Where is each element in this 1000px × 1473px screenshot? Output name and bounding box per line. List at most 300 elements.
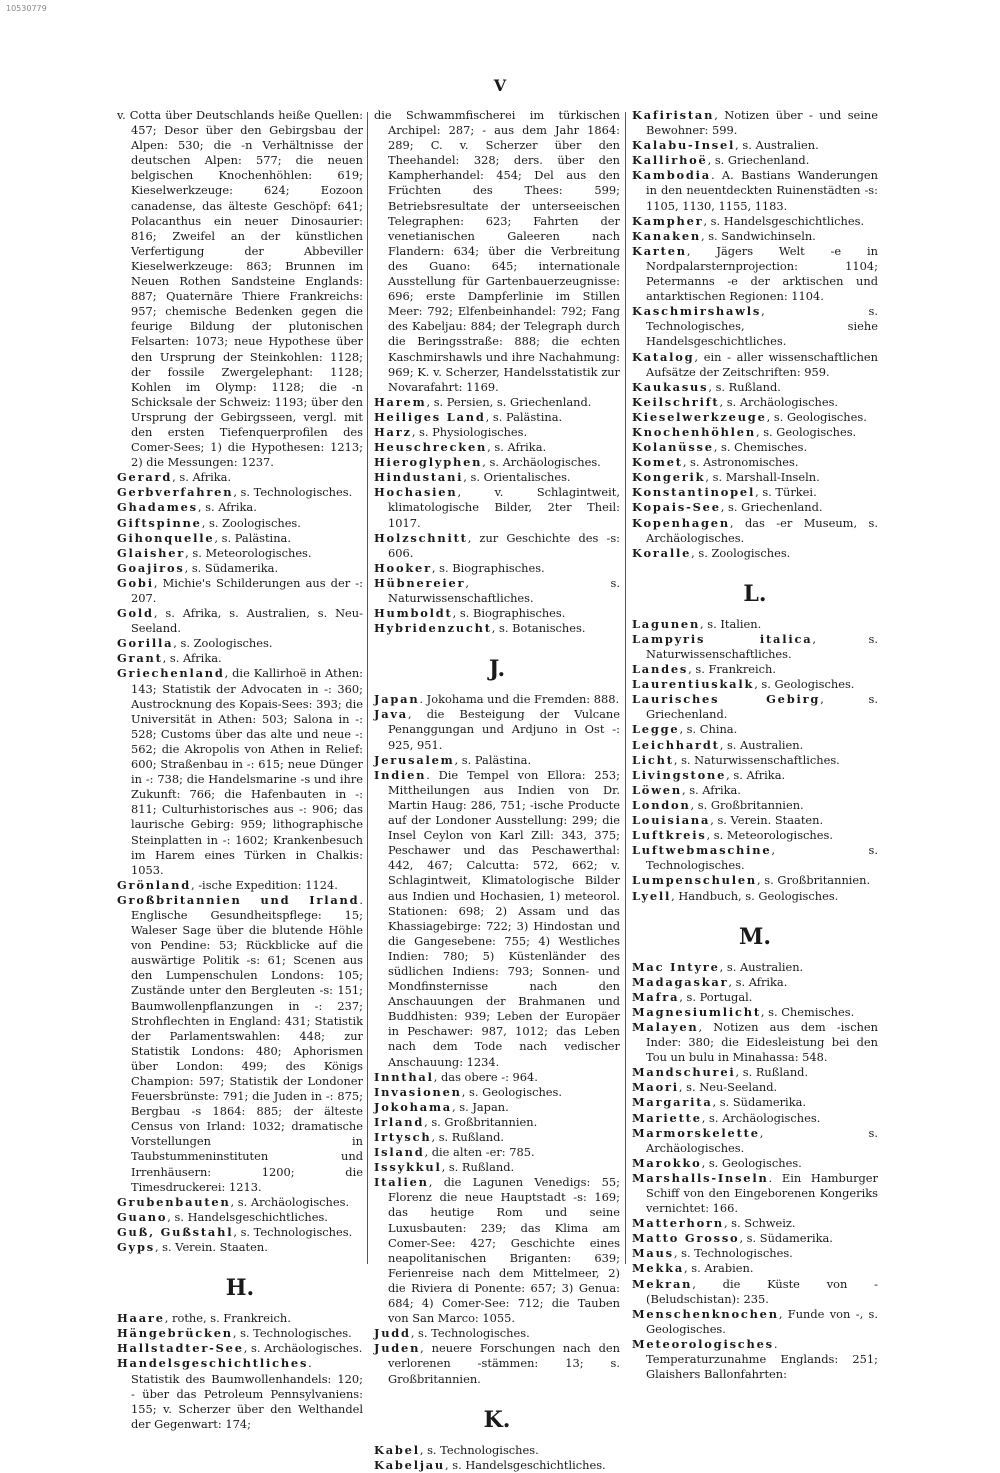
entry-keyword: Grant xyxy=(117,651,163,666)
index-column-3 xyxy=(632,108,878,1382)
entry-text: , s. Griechenland. xyxy=(707,153,810,168)
entry-keyword: Java xyxy=(374,707,408,722)
entry-text: . Temperaturzunahme Englands: 251; Glaishers Ballonfahrten: xyxy=(646,1336,878,1382)
entry-keyword: Landes xyxy=(632,662,689,677)
entry-text: , s. Geologisches. xyxy=(754,677,855,692)
index-entry xyxy=(117,666,363,877)
index-entry xyxy=(632,722,878,737)
entry-text: v. Cotta über Deutschlands heiße Quellen: 457; Desor über den Gebirgsbau der Alpen: 530; die -n Verhältnisse der deutschen Alpen: 577; die neuen belgischen Knochenhöhlen: 619; Kieselwerkzeuge: 624; Eozoon canadense, das älteste Geschöpf: 641; Polacanthus ein neuer Dinosaurier: 816; Zweifel an der künstlichen Verfertigung der Abbeviller Kieselwerkzeuge: 863; Brunnen im Neuen Rothen Sandsteine Englands: 887; Quaternäre Thiere Frankreichs: 957; chemische Bedenken gegen die feurige Bildung der plutonischen Felsarten: 1073; neue Hypothese über den Ursprung der Steinkohlen: 1128; der fossile Zwergelephant: 1128; Kohlen im Olymp: 1128; die -n Schicksale der Schweiz: 1193; über den Ursprung der Gebirgsseen, vergl. mit den ersten Tiefenquerprofilen des Comer-Sees; 1) die Hypothesen: 1213; 2) die Messungen: 1237. xyxy=(117,108,363,470)
entry-text: , s. Afrika. xyxy=(172,470,232,485)
entry-text: , ein - aller wissenschaftlichen Aufsätze der Zeitschriften: 959. xyxy=(646,349,878,379)
index-entry xyxy=(632,153,878,168)
entry-text: , s. Biographisches. xyxy=(452,606,566,621)
entry-text: , s. Rußland. xyxy=(441,1160,515,1175)
entry-text: , s. China. xyxy=(679,722,738,737)
entry-keyword: Kopenhagen xyxy=(632,515,730,530)
entry-text: , s. Zoologisches. xyxy=(201,515,301,530)
index-entry xyxy=(374,1160,620,1175)
entry-text: , s. Großbritannien. xyxy=(690,797,804,812)
entry-text: , s. Botanisches. xyxy=(491,621,586,636)
column-divider xyxy=(625,112,626,1264)
index-entry xyxy=(632,350,878,380)
entry-text: , s. Marshall-Inseln. xyxy=(705,470,820,485)
entry-keyword: Löwen xyxy=(632,782,682,797)
index-entry xyxy=(632,304,878,349)
entry-text: , s. Archäologisches. xyxy=(701,1110,821,1125)
entry-text: , s. Geologisches. xyxy=(766,409,867,424)
entry-text: , Michie's Schilderungen aus der -: 207. xyxy=(131,575,363,605)
index-entry xyxy=(374,1100,620,1115)
entry-keyword: Kambodia xyxy=(632,168,711,183)
index-entry xyxy=(632,1216,878,1231)
entry-keyword: Kampher xyxy=(632,213,704,228)
index-entry xyxy=(632,768,878,783)
index-entry xyxy=(632,843,878,873)
index-entry xyxy=(632,1246,878,1261)
index-entry xyxy=(374,606,620,621)
entry-text: , s. Neu-Seeland. xyxy=(678,1080,778,1095)
entry-text: , s. Archäologisches. xyxy=(243,1341,363,1356)
index-entry xyxy=(632,1005,878,1020)
entry-text: , s. Persien, s. Griechenland. xyxy=(426,394,592,409)
entry-keyword: Guano xyxy=(117,1209,168,1224)
entry-text: . Die Tempel von Ellora: 253; Mittheilungen aus Indien von Dr. Martin Haug: 286, 751; -ische Producte auf der Londoner Ausstellung: 299; die Insel Ceylon von Karl Zill: 343, 375; Peschawer und das Peschawerthal: 442, 467; Calcutta: 572, 662; v. Schlagintweit, Klimatologische Bilder aus Indien und Hochasien, 1) meteorol. Stationen: 698; 2) Assam und das Khassiagebirge: 722; 3) Hindostan und die Gangesebene: 755; 4) Westliches Indien: 780; 5) Küstenländer des südlichen Indiens: 793; Sonnen- und Mondfinsternisse nach den Anschauungen der Brahmanen und Buddhisten: 939; Leben der Europäer in Peschawer: 987, 1012; das Leben nach dem Tode nach vedischer Anschauung: 1234. xyxy=(388,767,620,1069)
entry-keyword: Keilschrift xyxy=(632,394,720,409)
index-entry xyxy=(632,516,878,546)
index-entry xyxy=(374,768,620,1070)
entry-keyword: Lagunen xyxy=(632,616,701,631)
entry-keyword: Hieroglyphen xyxy=(374,455,483,470)
entry-text: , rothe, s. Frankreich. xyxy=(164,1311,291,1326)
entry-keyword: Kabeljau xyxy=(374,1457,446,1472)
entry-text: , Handbuch, s. Geologisches. xyxy=(671,888,839,903)
index-entry xyxy=(117,500,363,515)
entry-keyword: Hybridenzucht xyxy=(374,621,492,636)
entry-text: , s. Biographisches. xyxy=(431,560,545,575)
entry-text: , s. Griechenland. xyxy=(646,692,878,722)
entry-keyword: Koralle xyxy=(632,545,692,560)
entry-text: , s. Chemisches. xyxy=(713,440,808,455)
index-entry xyxy=(374,692,620,707)
index-entry xyxy=(374,1341,620,1386)
entry-text: , das obere -: 964. xyxy=(433,1069,538,1084)
entry-text: , s. Chemisches. xyxy=(760,1004,855,1019)
entry-text: , s. Verein. Staaten. xyxy=(710,813,824,828)
entry-text: , die Besteigung der Vulcane Penanggungan und Ardjuno in Ost -: 925, 951. xyxy=(388,707,620,752)
entry-text: , s. Italien. xyxy=(700,616,762,631)
index-entry xyxy=(117,1225,363,1240)
entry-text: , s. Naturwissenschaftliches. xyxy=(388,575,620,605)
index-entry xyxy=(374,440,620,455)
index-entry xyxy=(117,576,363,606)
index-entry xyxy=(374,1458,620,1473)
index-entry xyxy=(374,485,620,530)
index-entry xyxy=(632,1307,878,1337)
entry-keyword: Grönland xyxy=(117,877,191,892)
index-entry xyxy=(632,738,878,753)
index-entry xyxy=(632,168,878,213)
index-entry xyxy=(117,1356,363,1431)
index-entry xyxy=(632,1171,878,1216)
entry-keyword: Mekka xyxy=(632,1261,685,1276)
index-entry xyxy=(632,1080,878,1095)
index-entry xyxy=(117,606,363,636)
index-entry xyxy=(632,1065,878,1080)
entry-keyword: Handelsgeschichtliches xyxy=(117,1356,309,1371)
entry-keyword: Gyps xyxy=(117,1240,155,1255)
entry-text: , s. Afrika. xyxy=(681,782,741,797)
entry-keyword: Mariette xyxy=(632,1110,702,1125)
entry-keyword: Kieselwerkzeuge xyxy=(632,409,767,424)
index-entry xyxy=(632,990,878,1005)
index-entry xyxy=(374,1130,620,1145)
section-letter-heading: L. xyxy=(743,580,767,607)
entry-keyword: Harem xyxy=(374,394,427,409)
entry-keyword: Licht xyxy=(632,752,674,767)
index-entry xyxy=(632,1261,878,1276)
entry-keyword: Island xyxy=(374,1145,425,1160)
entry-keyword: Kaschmirshawls xyxy=(632,304,762,319)
entry-text: . Statistik des Baumwollenhandels: 120; - über das Petroleum Pennsylvaniens: 155; v. Scherzer über den Welthandel der Gegenwart: 174; xyxy=(131,1356,363,1431)
entry-text: , s. Physiologisches. xyxy=(411,424,528,439)
entry-keyword: Gold xyxy=(117,606,154,621)
index-entry xyxy=(632,1337,878,1382)
entry-keyword: Heiliges Land xyxy=(374,409,486,424)
entry-text: , s. Archäologisches. xyxy=(719,394,839,409)
entry-keyword: Leichhardt xyxy=(632,737,720,752)
index-entry xyxy=(117,1240,363,1255)
entry-text: , s. Palästina. xyxy=(485,409,563,424)
entry-keyword: Juden xyxy=(374,1341,421,1356)
entry-text: , s. Technologisches. xyxy=(232,1326,352,1341)
entry-text: , s. Technologisches. xyxy=(646,843,878,873)
entry-text: , s. Arabien. xyxy=(684,1261,754,1276)
index-entry xyxy=(632,1020,878,1065)
index-entry xyxy=(632,395,878,410)
index-entry xyxy=(632,1231,878,1246)
entry-text: , s. Japan. xyxy=(451,1099,509,1114)
entry-keyword: Komet xyxy=(632,455,683,470)
section-letter-heading: K. xyxy=(483,1406,511,1433)
entry-text: . A. Bastians Wanderungen in den neuentdeckten Ruinenstädten -s: 1105, 1130, 1155, 1183. xyxy=(646,168,878,213)
entry-text: , s. Südamerika. xyxy=(712,1095,807,1110)
entry-text: , s. Großbritannien. xyxy=(424,1114,538,1129)
entry-keyword: Karten xyxy=(632,243,687,258)
index-entry xyxy=(632,753,878,768)
entry-keyword: Heuschrecken xyxy=(374,440,488,455)
entry-text: , s. Handelsgeschichtliches. xyxy=(445,1457,606,1472)
index-entry xyxy=(117,1311,363,1326)
entry-keyword: Giftspinne xyxy=(117,515,202,530)
entry-text: , s. Südamerika. xyxy=(739,1231,833,1246)
entry-text: , s. Meteorologisches. xyxy=(706,828,833,843)
entry-keyword: Knochenhöhlen xyxy=(632,424,756,439)
entry-text: , s. Australien. xyxy=(719,737,804,752)
entry-text: , neuere Forschungen nach den verlorenen -stämmen: 13; s. Großbritannien. xyxy=(388,1341,620,1386)
entry-keyword: Konstantinopel xyxy=(632,485,756,500)
index-entry xyxy=(632,425,878,440)
entry-text: , s. Technologisches. xyxy=(233,1224,353,1239)
entry-keyword: Luftkreis xyxy=(632,828,707,843)
entry-text: , s. Afrika. xyxy=(162,651,222,666)
index-entry xyxy=(117,561,363,576)
index-entry xyxy=(632,138,878,153)
index-entry xyxy=(374,1115,620,1130)
entry-keyword: Lampyris italica xyxy=(632,631,813,646)
entry-keyword: Menschenknochen xyxy=(632,1306,779,1321)
entry-text: die Schwammfischerei im türkischen Archipel: 287; - aus dem Jahr 1864: 289; C. v. Scherzer über den Theehandel: 328; ders. über den Kampherhandel: 454; Del aus den Früchten des Thees: 599; Betriebsresultate der unterseeischen Telegraphen: 623; Fahrten der venetianischen Galeeren nach Flandern: 634; über die Verbreitung des Guano: 645; internationale Ausstellung für Gartenbauerzeugnisse: 696; erste Dampferlinie im Stillen Meer: 792; Elfenbeinhandel: 792; Fang des Kabeljau: 884; der Telegraph durch die Beringsstraße: 888; die echten Kaschmirshawls und ihre Nachahmung: 969; K. v. Scherzer, Handelsstatistik zur Novarafahrt: 1169. xyxy=(374,108,620,394)
index-entry xyxy=(632,798,878,813)
entry-keyword: Hooker xyxy=(374,560,432,575)
index-entry xyxy=(374,707,620,752)
entry-text: , s. Handelsgeschichtliches. xyxy=(167,1209,328,1224)
index-entry xyxy=(117,878,363,893)
entry-keyword: Goajiros xyxy=(117,560,185,575)
index-entry xyxy=(117,651,363,666)
catalog-stamp: 10530779 xyxy=(6,4,47,13)
entry-text: , s. Technologisches. xyxy=(419,1442,539,1457)
entry-keyword: Invasionen xyxy=(374,1084,462,1099)
entry-text: , s. Rußland. xyxy=(735,1065,809,1080)
index-entry xyxy=(632,828,878,843)
entry-keyword: Maus xyxy=(632,1246,674,1261)
index-entry xyxy=(632,617,878,632)
entry-keyword: Margarita xyxy=(632,1095,713,1110)
entry-text: , s. Handelsgeschichtliches. xyxy=(703,213,865,228)
entry-text: , s. Technologisches, siehe Handelsgeschichtliches. xyxy=(646,304,878,349)
entry-keyword: Laurisches Gebirg xyxy=(632,692,821,707)
entry-text: , s. Türkei. xyxy=(755,485,817,500)
index-entry xyxy=(632,214,878,229)
entry-text: , s. Geologisches. xyxy=(461,1084,562,1099)
entry-keyword: Magnesiumlicht xyxy=(632,1004,761,1019)
entry-keyword: Harz xyxy=(374,424,412,439)
index-entry xyxy=(374,1326,620,1341)
entry-text: , s. Zoologisches. xyxy=(691,545,791,560)
entry-keyword: Katalog xyxy=(632,349,695,364)
entry-text: , s. Frankreich. xyxy=(688,662,776,677)
entry-keyword: Hängebrücken xyxy=(117,1326,233,1341)
entry-text: , s. Afrika, s. Australien, s. Neu-Seeland. xyxy=(131,606,363,636)
index-entry xyxy=(632,1277,878,1307)
index-entry xyxy=(117,893,363,1195)
entry-text: , s. Meteorologisches. xyxy=(185,545,312,560)
entry-text: , s. Archäologisches. xyxy=(230,1194,350,1209)
entry-keyword: Humboldt xyxy=(374,606,453,621)
entry-text: , s. Australien. xyxy=(735,138,819,153)
entry-keyword: Kaukasus xyxy=(632,379,709,394)
entry-keyword: Kolanüsse xyxy=(632,440,714,455)
entry-text: , -ische Expedition: 1124. xyxy=(190,877,338,892)
index-entry xyxy=(374,410,620,425)
entry-text: , die alten -er: 785. xyxy=(424,1145,535,1160)
entry-text: , Jägers Welt -e in Nordpalarsternprojection: 1104; Petermanns -e der arktischen und antarktischen Regionen: 1104. xyxy=(646,243,878,304)
entry-keyword: Matto Grosso xyxy=(632,1231,740,1246)
entry-keyword: Jerusalem xyxy=(374,752,455,767)
entry-keyword: Hochasien xyxy=(374,485,458,500)
entry-keyword: Malayen xyxy=(632,1019,699,1034)
entry-keyword: Hindustani xyxy=(374,470,464,485)
entry-keyword: Lumpenschulen xyxy=(632,873,758,888)
entry-keyword: Hallstadter-See xyxy=(117,1341,244,1356)
entry-keyword: Kallirhoë xyxy=(632,153,708,168)
entry-text: , s. Technologisches. xyxy=(410,1326,530,1341)
index-entry xyxy=(632,662,878,677)
index-entry xyxy=(374,1085,620,1100)
entry-text: , s. Orientalisches. xyxy=(463,470,571,485)
entry-text: , die Kallirhoë in Athen: 143; Statistik der Advocaten in -: 360; Austrocknung des Kopais-Sees: 393; die Universität in Athen: 503; Salona in -: 528; Customs über das alte und neue -: 562; die Akropolis von Athen in Relief: 600; Straßenbau in -: 615; neue Dünger in -: 738; die Handelsmarine -s und ihre Zukunft: 766; die Hafenbauten in -: 811; Culturhistorisches aus -: 906; das laurische Gebirg: 959; lithographische Steinplatten in -: 1602; Krankenbesuch im Harem eines Türken in Chalkis: 1053. xyxy=(131,666,363,877)
entry-keyword: Italien xyxy=(374,1175,429,1190)
entry-keyword: Holzschnitt xyxy=(374,530,468,545)
entry-keyword: Lyell xyxy=(632,888,672,903)
entry-text: , die Lagunen Venedigs: 55; Florenz die neue Hauptstadt -s: 169; das heutige Rom und seine Luxusbauten: 239; das Klima am Comer-See: 427; Geschichte eines neapolitanischen Briganten: 639; Ferienreise nach dem Mittelmeer, 2) die Riviera di Ponente: 657; 3) Genua: 684; 4) Comer-See: 712; die Tauben von San Marco: 1055. xyxy=(388,1175,620,1326)
entry-keyword: Indien xyxy=(374,767,427,782)
entry-text: , s. Archäologisches. xyxy=(646,1125,878,1155)
index-entry xyxy=(632,1126,878,1156)
index-entry xyxy=(117,108,363,470)
entry-text: , das -er Museum, s. Archäologisches. xyxy=(646,515,878,545)
entry-keyword: Mandschurei xyxy=(632,1065,736,1080)
section-letter-heading: H. xyxy=(225,1275,255,1302)
entry-keyword: Matterhorn xyxy=(632,1216,724,1231)
entry-text: . Englische Gesundheitspflege: 15; Waleser Sage über die blutende Höhle von Pendine: 53; Rückblicke auf die auswärtige Politik -s: 61; Scenen aus den Lumpenschulen Londons: 105; Zustände unter den Bergleuten -s: 151; Baumwollenpflanzungen in -: 237; Strohflechten in England: 431; Statistik der Parlamentswahlen: 448; zur Statistik Londons: 480; Aphorismen über London: 499; des Königs Champion: 597; Statistik der Londoner Feuersbrünste: 791; die Juden in -: 875; Bergbau -s 1864: 885; der älteste Census von Irland: 1032; dramatische Vorstellungen in Taubstummeninstituten und Irrenhäusern: 1200; die Timesdruckerei: 1213. xyxy=(131,892,363,1194)
entry-keyword: Marokko xyxy=(632,1155,702,1170)
index-entry xyxy=(374,1175,620,1326)
entry-keyword: Guß, Gußstahl xyxy=(117,1224,234,1239)
index-entry xyxy=(374,576,620,606)
entry-keyword: Kanaken xyxy=(632,228,701,243)
index-entry xyxy=(632,546,878,561)
entry-text: , s. Palästina. xyxy=(454,752,532,767)
index-entry xyxy=(117,516,363,531)
entry-text: , s. Archäologisches. xyxy=(482,455,601,470)
entry-keyword: Madagaskar xyxy=(632,974,729,989)
index-entry xyxy=(632,1156,878,1171)
entry-keyword: Issykkul xyxy=(374,1160,442,1175)
index-entry xyxy=(117,546,363,561)
entry-keyword: Hübnereier xyxy=(374,575,466,590)
entry-text: . Jokohama und die Fremden: 888. xyxy=(419,692,620,707)
entry-text: , s. Schweiz. xyxy=(723,1216,796,1231)
index-entry xyxy=(632,500,878,515)
entry-text: , zur Geschichte des -s: 606. xyxy=(388,530,620,560)
index-entry xyxy=(632,244,878,304)
index-entry xyxy=(117,1195,363,1210)
entry-keyword: Luftwebmaschine xyxy=(632,843,772,858)
entry-keyword: Irland xyxy=(374,1114,425,1129)
entry-text: , s. Technologisches. xyxy=(673,1246,793,1261)
entry-text: , s. Sandwichinseln. xyxy=(700,228,816,243)
index-column-2 xyxy=(374,108,620,1473)
entry-keyword: Louisiana xyxy=(632,813,711,828)
entry-text: , s. Naturwissenschaftliches. xyxy=(646,631,878,661)
entry-keyword: Grubenbauten xyxy=(117,1194,231,1209)
section-letter-heading: M. xyxy=(738,923,771,950)
entry-text: , s. Griechenland. xyxy=(720,500,823,515)
index-entry xyxy=(117,1341,363,1356)
index-entry xyxy=(632,455,878,470)
index-entry xyxy=(117,485,363,500)
index-entry xyxy=(632,410,878,425)
index-entry xyxy=(374,531,620,561)
entry-keyword: Ghadames xyxy=(117,500,198,515)
entry-keyword: Mekran xyxy=(632,1276,693,1291)
entry-keyword: Kafiristan xyxy=(632,108,715,122)
entry-keyword: Haare xyxy=(117,1311,165,1326)
index-entry xyxy=(117,531,363,546)
entry-text: , Notizen aus dem -ischen Inder: 380; die Eidesleistung bei den Tou un bulu in Minahassa: 548. xyxy=(646,1019,878,1065)
section-letter-heading: J. xyxy=(488,656,506,683)
entry-text: , s. Palästina. xyxy=(214,530,291,545)
entry-keyword: Glaisher xyxy=(117,545,186,560)
entry-keyword: Gerard xyxy=(117,470,173,485)
index-entry xyxy=(374,561,620,576)
index-entry xyxy=(374,425,620,440)
index-entry xyxy=(632,889,878,904)
entry-text: , s. Afrika. xyxy=(487,440,547,455)
index-entry xyxy=(374,108,620,395)
entry-keyword: Innthal xyxy=(374,1069,434,1084)
index-entry xyxy=(117,1326,363,1341)
index-entry xyxy=(632,229,878,244)
index-entry xyxy=(117,636,363,651)
index-entry xyxy=(374,621,620,636)
page-number: V xyxy=(493,76,507,95)
index-entry xyxy=(117,1210,363,1225)
entry-keyword: Gerbverfahren xyxy=(117,485,234,500)
column-divider xyxy=(367,112,368,1264)
index-entry xyxy=(632,470,878,485)
entry-text: , s. Geologisches. xyxy=(755,424,857,439)
index-entry xyxy=(117,470,363,485)
index-entry xyxy=(632,677,878,692)
entry-keyword: Legge xyxy=(632,722,680,737)
entry-keyword: Mafra xyxy=(632,989,680,1004)
entry-text: , s. Technologisches. xyxy=(233,485,353,500)
entry-text: , die Küste von - (Beludschistan): 235. xyxy=(646,1276,878,1306)
index-entry xyxy=(632,873,878,888)
entry-text: , Funde von -, s. Geologisches. xyxy=(646,1306,878,1336)
index-entry xyxy=(374,455,620,470)
entry-keyword: Jokohama xyxy=(374,1099,452,1114)
entry-text: , s. Afrika. xyxy=(726,767,786,782)
entry-keyword: Meteorologisches xyxy=(632,1336,774,1351)
entry-text: , s. Zoologisches. xyxy=(173,636,273,651)
index-entry xyxy=(374,1443,620,1458)
entry-text: , s. Südamerika. xyxy=(184,560,279,575)
index-entry xyxy=(374,395,620,410)
index-entry xyxy=(632,108,878,138)
entry-keyword: Laurentiuskalk xyxy=(632,677,755,692)
entry-keyword: Gihonquelle xyxy=(117,530,215,545)
entry-keyword: Marshalls-Inseln xyxy=(632,1170,769,1185)
entry-keyword: Kabel xyxy=(374,1442,420,1457)
entry-keyword: Kongerik xyxy=(632,470,706,485)
index-entry xyxy=(632,1095,878,1110)
entry-keyword: Judd xyxy=(374,1326,411,1341)
index-column-1 xyxy=(117,108,363,1432)
entry-text: , Notizen über - und seine Bewohner: 599. xyxy=(646,108,878,138)
entry-keyword: London xyxy=(632,797,691,812)
entry-text: , s. Portugal. xyxy=(679,989,753,1004)
entry-keyword: Kalabu-Insel xyxy=(632,138,736,153)
entry-text: , s. Verein. Staaten. xyxy=(154,1240,268,1255)
entry-text: , s. Rußland. xyxy=(708,379,781,394)
entry-keyword: Mac Intyre xyxy=(632,959,720,974)
index-entry xyxy=(374,753,620,768)
entry-text: , v. Schlagintweit, klimatologische Bilder, 2ter Theil: 1017. xyxy=(388,485,620,530)
entry-keyword: Japan xyxy=(374,692,420,707)
